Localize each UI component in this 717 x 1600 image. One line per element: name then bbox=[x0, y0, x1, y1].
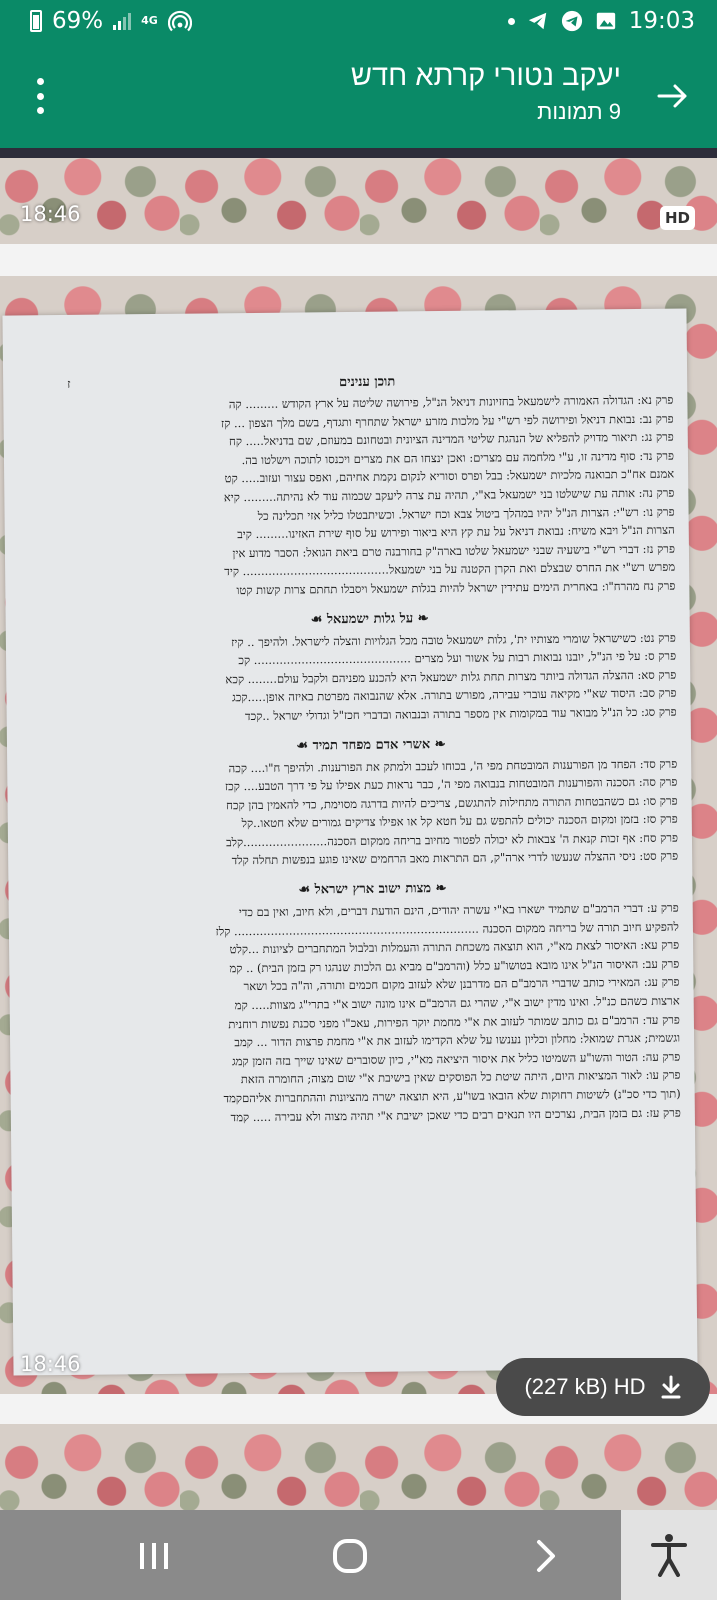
toc-line: (תוך כדי סכ"נ) לשיטות רחוקות שלא הובאו בשו"ע, היא תוצאה ישרה מהציונות וההתחברות אליהםקמד bbox=[223, 1086, 681, 1106]
telegram-icon bbox=[527, 10, 549, 32]
photo-time: 18:46 bbox=[20, 202, 81, 226]
toc-line: פרק עז: גם בזמן הבית, נצרכים היו תנאים רבים כדי שאכן ישיבת א"י תהיה מצוה ולא עבירה ..... קמד bbox=[230, 1105, 681, 1124]
toc-line: פרק סז: בזמן ומקום הסכנה יכולים להתפש גם על חטא קל או אפילו צדיקים גמורים שלא חטאו..קל bbox=[241, 811, 678, 831]
photo-1[interactable] bbox=[0, 148, 717, 244]
download-size-label: (227 kB) HD bbox=[524, 1374, 646, 1399]
download-icon bbox=[660, 1375, 682, 1399]
toc-line: פרק עא: האיסור לצאת מא"י, הוא תוצאה משכחת התורה והעמלות ובלבול המתחברים לציונות ...קלט bbox=[229, 937, 680, 957]
toc-line: פרק סב: היסוד שא"י מקיאה עוברי עבירה, מפורש בתורה. אלא שהנבואה מפרטת באיזה אופן.....קכג bbox=[231, 685, 677, 705]
chat-title-block[interactable] bbox=[351, 56, 621, 128]
hotspot-icon bbox=[168, 9, 192, 33]
toc-line: פרק נו: רש"י: הצרות הנ"ל יהיו במהלך ביטול צבא וכח ישראל. וכשיתבטלו כליל אזי תכלינה כל bbox=[257, 504, 675, 523]
chat-header bbox=[0, 44, 717, 148]
toc-list-section-2 bbox=[65, 754, 678, 872]
toc-line: פרק סח: אף זכות קנאת ה' צבאות לא יכולה לפטור מחיוב בריחה ממקום הסכנה.......................קלב bbox=[225, 830, 679, 850]
signal-icon bbox=[113, 12, 131, 30]
network-type: 4G bbox=[141, 14, 158, 27]
toc-line: הצרות הנ"ל ויבא משיח: נבואת דניאל על עת קץ היא ביאור ופירוש על סוף שירת האזינו......... קיב bbox=[237, 522, 675, 542]
telegram-circle-icon bbox=[561, 10, 583, 32]
photo-3[interactable] bbox=[0, 1424, 717, 1510]
home-button[interactable] bbox=[328, 1534, 372, 1578]
toc-line: מפרש רש"י את החרס שבצלם ואת הקרן הקטנה על בני ישמעאל........................................ קיד bbox=[224, 559, 676, 579]
toc-line: פרק עה: הטור והשו"ע השמיטו כליל את איסור היציאה מא"י, כיון שסוברים שאינו שייך בזה הזמן קמג bbox=[231, 1049, 681, 1069]
toc-line: פרק נג: תיאור מדויק להפליא של הנהגת שליטי המדינה הציונית ובטחונם במעוזם, שם בדניאל..... קח bbox=[228, 429, 674, 449]
toc-line: פרק סד: הפחד מן הפורענות המובטחת מפי ה', בכוחו לעכב ולמתק את הפורענות. ולהיפך ח"ו.... קכה bbox=[228, 756, 678, 775]
back-arrow-icon[interactable] bbox=[653, 76, 693, 116]
toc-line: אמנם אח"כ תבואנה מלכיות ישמעאל: בבל ופרס וסוריא לנקום נקמת אחיהם, ואפס עצור ועזוב..... קט bbox=[224, 466, 675, 486]
toc-line: פרק עד: הרמב"ם גם כותב שמותר לעזוב את א"י מחמת יוקר הפירות, עאכ"ו מפני סכנת נפשות רוחנית bbox=[228, 1012, 680, 1031]
section-title: ❧ אשרי אדם מפחד תמיד ☙ bbox=[296, 736, 446, 754]
toc-list-section-1 bbox=[64, 628, 677, 727]
toc-line: פרק סה: הסכנה והפורענות המובטחות בנבואה מפי ה', כבר נראות כעת אפילו על פי דרך הטבע.... קכז bbox=[224, 774, 678, 794]
toc-line: פרק סא: ההצלה הגדולה ביותר מצרות תחת גלות ישמעאל היא להכנע מפניהם ולקבל עולם........ קכא bbox=[225, 667, 677, 687]
toc-line: פרק עו: לאור המציאות היום, היתה שיטת כל הפוסקים שאין בישיבת א"י שום מצוה; החומרה הזאת bbox=[240, 1067, 681, 1087]
home-icon bbox=[332, 1538, 368, 1574]
toc-line: פרק סו: גם כשהבטחות התורה מתחילות להתגשם, צריכים להיות בדרגה מסוימת, כדי להאמין בהן קכח bbox=[226, 793, 678, 812]
toc-line: פרק סג: כל הנ"ל מבואר עוד במקומות אין מספר בתורה ובנבואה ובדברי חכז"ל וגדולי ישראל ..קכד bbox=[244, 704, 677, 723]
toc-line: פרק ס: על פי הנ"ל, יובנו נבואות רבות על אשור ועל מצרים ........................................... קכ bbox=[238, 648, 677, 668]
clock: 19:03 bbox=[628, 8, 695, 34]
toc-line: פרק נה: אותה עת שישלטו בני ישמעאל בא"י, תהיה עת צרה ליעקב שכמוה עוד לא נהיתה......... קיא bbox=[223, 485, 675, 505]
toc-line: פרק נד: סוף מדינה זו, ע"י מלחמה עם מצרים: ואכן ינצחו הם את מצרים ויכנסו לתוכה וישלטו בה. bbox=[241, 448, 675, 467]
toc-list-section-3 bbox=[67, 899, 681, 1129]
recent-apps-button[interactable] bbox=[132, 1534, 176, 1578]
toc-line: פרק נב: נבואת דניאל ופירושה לפי רש"י על מלכות מזרע ישראל שתחרף ותגדף, בשם מלך הצפון ... קז bbox=[220, 411, 674, 430]
toc-line: פרק עב: האיסור הנ"ל אינו מובא בטושו"ע כלל (והרמב"ם מביא גם הלכות שנהגו רק בזמן הבית) .. קמ bbox=[229, 956, 680, 976]
toc-list-top bbox=[61, 391, 675, 602]
section-title: ❧ על גלות ישמעאל ☙ bbox=[310, 610, 429, 627]
more-options-icon[interactable] bbox=[28, 74, 52, 118]
page-number: ז bbox=[67, 376, 71, 391]
back-button[interactable] bbox=[524, 1534, 568, 1578]
battery-level: 69% bbox=[52, 8, 104, 34]
chevron-right-icon bbox=[534, 1539, 558, 1573]
image-icon bbox=[595, 10, 617, 32]
notification-dot-icon bbox=[508, 18, 515, 25]
toc-line: ארצות כשהם כנ"ל. ואינו מדין ישוב א"י, שהרי גם הרמב"ם אינו מונה ישוב א"י בתרי"ג מצוות..... קמ bbox=[234, 993, 680, 1013]
hd-badge: HD bbox=[660, 206, 695, 230]
section-title: ❧ מצות ישוב ארץ ישראל ☙ bbox=[298, 881, 447, 898]
recent-apps-icon bbox=[137, 1541, 171, 1571]
chat-subtitle: 9 תמונות bbox=[537, 99, 621, 124]
download-button[interactable] bbox=[496, 1358, 710, 1416]
accessibility-icon bbox=[650, 1533, 688, 1577]
toc-line: פרק נח מהרח"ו: באחרית הימים עתידין ישראל להיות בגלות ישמעאל ויסבלו תחתם צרות קשות קטו bbox=[236, 578, 676, 598]
battery-icon bbox=[30, 10, 42, 32]
toc-line: פרק נא: הגדולה האמורה לישמעאל בחזיונות דניאל הנ"ל, פירושה שליטה על ארץ הקודש ......... קה bbox=[228, 392, 674, 412]
chat-title: יעקב נטורי קרתא חדש bbox=[350, 60, 621, 92]
document-page bbox=[2, 308, 697, 1375]
toc-line: פרק נט: כשישראל שומרי מצותיו ית', גלות ישמעאל טובה מכל הגלויות והצלה לישראל. ולהיפך .. קיז bbox=[231, 630, 676, 649]
toc-title: תוכן ענינים bbox=[339, 374, 396, 391]
photo-time: 18:46 bbox=[20, 1352, 81, 1376]
toc-line: פרק עג: המאירי כותב שדברי הרמב"ם הם מדרבנן שלא לעזוב מקום חכמים ותורה, וה"ה בכל ושאר bbox=[243, 974, 680, 994]
status-bar bbox=[0, 0, 717, 44]
system-nav-bar bbox=[0, 1510, 717, 1600]
toc-line: פרק נז: דברי רש"י בישעיה שבני ישמעאל שלטו בארה"ק בחורבנה טרם ביאת הגואל: הסבר מדוע אין bbox=[232, 541, 676, 560]
toc-line: להפקיע חיוב תורה של בריחה ממקום הסכנה ................................................................... קלז bbox=[215, 919, 679, 939]
toc-line: פרק ע: דברי הרמב"ם שתמיד ישארו בא"י עשרה יהודים, הינם הודעת דברים, ולא חיוב, ואין בם כדי bbox=[238, 900, 679, 920]
toc-line: פרק סט: ניסי ההצלה שנעשו לדרי ארה"ק, הם התראות מאב הרחמים שאינו פוגע בנפשות תחלה קלד bbox=[231, 849, 679, 868]
accessibility-button[interactable] bbox=[621, 1510, 717, 1600]
toc-line: וגשמית; אגרת שמואל: מחלון וכליון נענשו על שלא הקדימו לעזוב את א"י מחמת פרצות הדור ... קמב bbox=[234, 1030, 681, 1050]
